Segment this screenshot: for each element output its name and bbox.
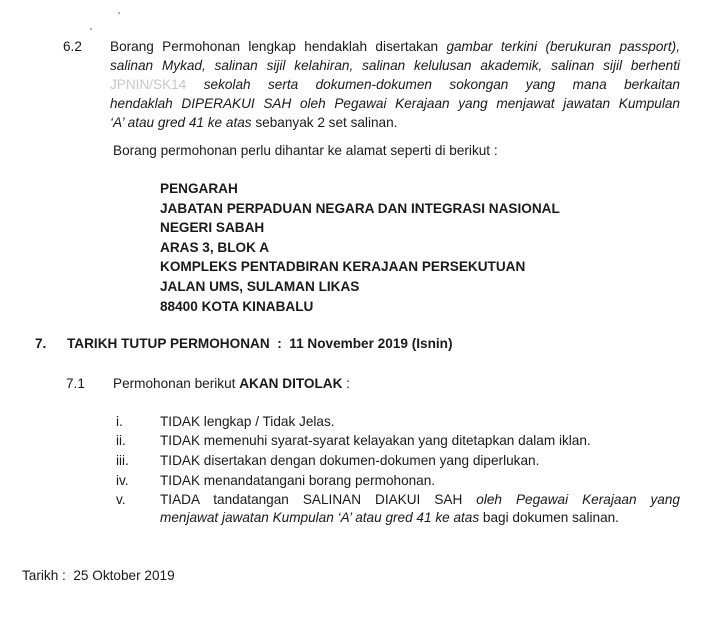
address-line: PENGARAH <box>160 181 238 196</box>
address-line: ARAS 3, BLOK A <box>160 239 270 255</box>
section-6-2-number: 6.2 <box>63 39 82 54</box>
address-line: JABATAN PERPADUAN NEGARA DAN INTEGRASI NASIONAL <box>160 200 560 216</box>
text-segment: ‘A’ atau gred 41 ke atas <box>110 115 252 130</box>
list-item-number: ii. <box>116 433 126 448</box>
rejection-intro-text: Permohonan berikut <box>113 376 240 391</box>
text-segment: oleh Pegawai Kerajaan yang <box>476 492 680 507</box>
text-line <box>110 38 680 55</box>
text-segment: TIDAK menandatangani borang permohonan. <box>160 473 436 488</box>
list-item-number: iv. <box>116 473 129 488</box>
section-7-number: 7. <box>35 336 47 351</box>
address-line: KOMPLEKS PENTADBIRAN KERAJAAN PERSEKUTUAN <box>160 259 526 275</box>
list-item-number: i. <box>116 414 123 429</box>
send-note: Borang permohonan perlu dihantar ke alamat seperti di berikut : <box>113 143 498 158</box>
document-date: Tarikh : 25 Oktober 2019 <box>22 568 175 583</box>
text-line <box>110 95 680 112</box>
scan-speck <box>90 28 92 30</box>
text-segment: gambar terkini (berukuran passport), <box>446 39 680 54</box>
list-item-number: v. <box>116 492 126 507</box>
text-line <box>160 491 680 508</box>
text-line <box>110 57 680 74</box>
text-line <box>110 76 680 93</box>
text-line <box>160 509 619 526</box>
text-segment: salinan Mykad, salinan sijil kelahiran, salinan kelulusan akademik, salinan sijil berhenti <box>110 58 680 73</box>
text-segment: JPNIN/SK14 <box>110 77 187 92</box>
text-segment: Borang Permohonan lengkap hendaklah disertakan <box>110 39 447 54</box>
address-line: JALAN UMS, SULAMAN LIKAS <box>160 279 360 294</box>
text-line <box>110 114 397 131</box>
text-segment: sebanyak 2 set salinan. <box>251 115 398 130</box>
rejection-intro <box>113 375 350 392</box>
address-line: 88400 KOTA KINABALU <box>160 298 314 314</box>
text-segment: bagi dokumen salinan. <box>479 510 619 525</box>
text-segment: menjawat jawatan Kumpulan ‘A’ atau gred 41 ke atas <box>160 510 480 525</box>
text-line <box>160 472 435 489</box>
text-segment: hendaklah DIPERAKUI SAH oleh Pegawai Kerajaan yang menjawat jawatan Kumpulan <box>110 96 680 111</box>
text-line <box>160 452 539 469</box>
list-item-number: iii. <box>116 453 129 468</box>
section-7-1-number: 7.1 <box>66 376 85 391</box>
text-segment: TIDAK lengkap / Tidak Jelas. <box>160 414 335 429</box>
text-line <box>160 413 335 430</box>
text-segment: TIDAK memenuhi syarat-syarat kelayakan yang ditetapkan dalam iklan. <box>160 433 591 448</box>
closing-date-heading: TARIKH TUTUP PERMOHONAN : 11 November 2019 (Isnin) <box>67 336 453 351</box>
rejection-intro-colon: : <box>342 376 350 391</box>
text-segment: sekolah serta dokumen-dokumen sokongan yang mana berkaitan <box>186 77 680 92</box>
text-segment: TIADA tandatangan SALINAN DIAKUI SAH <box>160 492 477 507</box>
scan-speck <box>118 12 120 14</box>
text-line <box>160 432 591 449</box>
address-line: NEGERI SABAH <box>160 220 265 236</box>
text-segment: TIDAK disertakan dengan dokumen-dokumen yang diperlukan. <box>160 453 540 468</box>
rejection-intro-emphasis: AKAN DITOLAK <box>239 376 343 391</box>
